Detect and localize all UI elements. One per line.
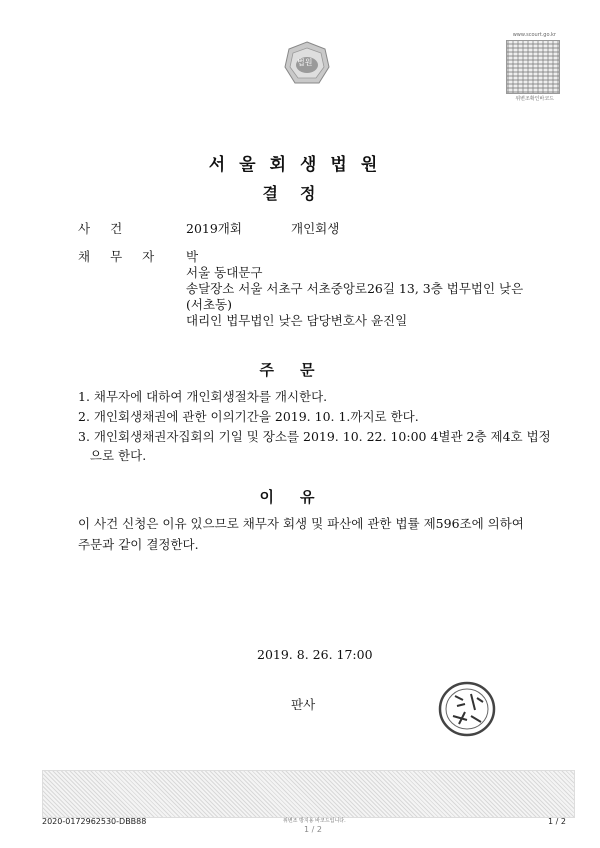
case-type: 개인회생 [291, 221, 340, 236]
security-barcode-band [42, 770, 575, 818]
order-title: 주문 [259, 361, 341, 379]
order-item: 으로 한다. [78, 448, 147, 463]
debtor-address-line: 대리인 법무법인 낮은 담당변호사 윤진일 [186, 313, 408, 328]
judge-seal-graphic [437, 680, 497, 738]
verification-qr-code [506, 40, 560, 94]
judge-seal [437, 680, 497, 738]
case-label: 사건 [78, 221, 143, 236]
debtor-address-line: (서초동) [186, 297, 232, 312]
verify-note: 위변조확인바코드 [515, 96, 554, 102]
debtor-address-line: 송달장소 서울 서초구 서초중앙로26길 13, 3층 법무법인 낮은 [186, 281, 524, 296]
debtor-label: 채무자 [78, 249, 175, 264]
debtor-address-line: 서울 동대문구 [186, 265, 263, 280]
case-number: 2019개회 [186, 221, 242, 236]
page-indicator-right: 1 / 2 [548, 817, 566, 826]
court-name: 서울회생법원 [208, 155, 392, 175]
decision-date: 2019. 8. 26. 17:00 [257, 647, 373, 662]
reason-title: 이유 [259, 488, 341, 506]
order-item: 1. 채무자에 대하여 개인회생절차를 개시한다. [78, 389, 328, 404]
order-item: 3. 개인회생채권자집회의 기일 및 장소를 2019. 10. 22. 10:00 4별관 2층 제4호 법정 [78, 429, 551, 444]
reason-line: 이 사건 신청은 이유 있으므로 채무자 회생 및 파산에 관한 법률 제596조에 의하여 [78, 516, 524, 531]
judge-label: 판사 [291, 697, 316, 712]
court-emblem [283, 40, 331, 88]
order-item: 2. 개인회생채권에 관한 이의기간을 2019. 10. 1.까지로 한다. [78, 409, 419, 424]
reason-line: 주문과 같이 결정한다. [78, 537, 199, 552]
emblem-text: 법원 [297, 58, 313, 67]
document-type-title: 결정 [262, 184, 338, 203]
document-id: 2020-0172962530-DBB88 [42, 817, 147, 826]
site-url: www.scourt.go.kr [512, 32, 556, 38]
debtor-name: 박 [186, 249, 199, 264]
page-indicator-center: 1 / 2 [304, 825, 322, 834]
barcode-notice: 위변조 방지용 바코드입니다. [283, 818, 346, 824]
